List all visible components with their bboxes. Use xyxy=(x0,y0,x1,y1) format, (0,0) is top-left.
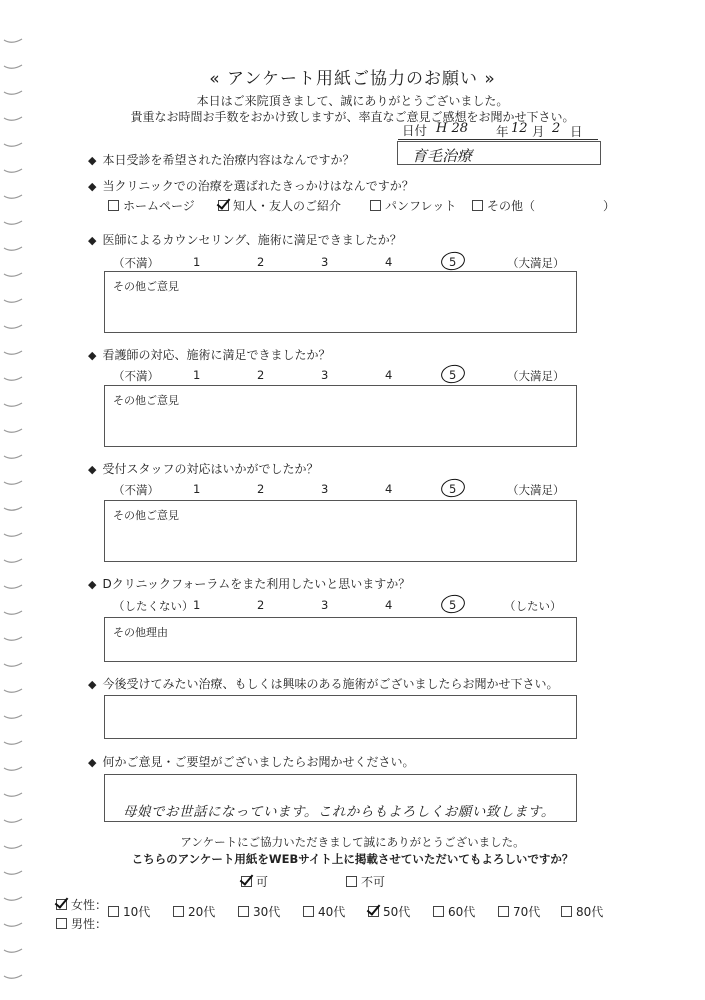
binder-hole-arc xyxy=(4,429,22,432)
q6-scale-1[interactable]: 1 xyxy=(193,598,201,612)
age-60s-option[interactable] xyxy=(433,903,475,920)
binder-hole-arc xyxy=(4,325,22,328)
binder-hole-arc xyxy=(4,455,22,458)
q3-scale-4[interactable]: 4 xyxy=(385,255,393,269)
q4-scale-5[interactable]: 5 xyxy=(449,368,457,382)
q4-question xyxy=(88,346,330,363)
q4-scale-1[interactable]: 1 xyxy=(193,368,201,382)
q5-scale-4[interactable]: 4 xyxy=(385,482,393,496)
gender-male-option[interactable] xyxy=(56,915,107,932)
binder-hole-arc xyxy=(4,767,22,770)
checked-checkbox-icon[interactable] xyxy=(368,906,379,917)
bullet-icon: ◆ xyxy=(88,234,97,247)
bullet-icon: ◆ xyxy=(88,578,97,591)
binder-hole-arc xyxy=(4,611,22,614)
binder-hole-arc xyxy=(4,351,22,354)
intro-line-2: 貴重なお時間お手数をおかけ致しますが、率直なご意見ご感想をお聞かせ下さい。 xyxy=(130,110,575,124)
age-10s-option[interactable] xyxy=(108,903,150,920)
binder-hole-arc xyxy=(4,741,22,744)
bullet-icon: ◆ xyxy=(88,349,97,362)
q2-option-referral[interactable] xyxy=(218,197,341,214)
q5-scale-1[interactable]: 1 xyxy=(193,482,201,496)
age-label: 60代 xyxy=(448,905,476,919)
age-40s-option[interactable] xyxy=(303,903,345,920)
binder-hole-arc xyxy=(4,299,22,302)
q6-selected-circle-icon xyxy=(439,593,466,616)
binder-hole-arc xyxy=(4,663,22,666)
checked-checkbox-icon[interactable] xyxy=(56,899,67,910)
q2-option-other[interactable] xyxy=(472,197,535,214)
binder-hole-arc xyxy=(4,637,22,640)
q5-question-text: 受付スタッフの対応はいかがでしたか？ xyxy=(102,462,319,476)
q5-low-label: （不満） xyxy=(113,483,159,497)
checkbox-icon[interactable] xyxy=(238,906,249,917)
age-70s-option[interactable] xyxy=(498,903,540,920)
binder-hole-arc xyxy=(4,689,22,692)
q7-question xyxy=(88,675,558,692)
gender-female-option[interactable] xyxy=(56,896,107,913)
q1-question-text: 本日受診を希望された治療内容はなんですか？ xyxy=(102,153,355,167)
permission-no-label: 不可 xyxy=(361,875,386,889)
binder-hole-arc xyxy=(4,897,22,900)
q5-selected-circle-icon xyxy=(439,477,466,500)
q6-comment-label: その他理由 xyxy=(113,626,168,639)
binder-hole-arc xyxy=(4,871,22,874)
q8-answer-text: 母娘でお世話になっています。これからもよろしくお願い致します。 xyxy=(123,804,555,820)
q5-comment-label: その他ご意見 xyxy=(113,509,179,522)
binder-hole-arc xyxy=(4,949,22,952)
binder-hole-arc xyxy=(4,585,22,588)
bullet-icon: ◆ xyxy=(88,154,97,167)
age-label: 80代 xyxy=(576,905,604,919)
q8-answer-box[interactable] xyxy=(104,774,577,822)
checkbox-icon[interactable] xyxy=(303,906,314,917)
checked-checkbox-icon[interactable] xyxy=(218,200,229,211)
q4-scale-3[interactable]: 3 xyxy=(321,368,329,382)
q4-low-label: （不満） xyxy=(113,369,159,383)
thanks-text: アンケートにご協力いただきまして誠にありがとうございました。 xyxy=(180,835,525,849)
q6-scale-3[interactable]: 3 xyxy=(321,598,329,612)
q6-scale-4[interactable]: 4 xyxy=(385,598,393,612)
q6-high-label: （したい） xyxy=(504,599,562,613)
checked-checkbox-icon[interactable] xyxy=(241,876,252,887)
q5-high-label: （大満足） xyxy=(507,483,565,497)
q3-high-label: （大満足） xyxy=(507,256,565,270)
q3-selected-circle-icon xyxy=(439,250,466,273)
bullet-icon: ◆ xyxy=(88,463,97,476)
q6-scale-2[interactable]: 2 xyxy=(257,598,265,612)
binder-hole-arc xyxy=(4,143,22,146)
q3-comment-box[interactable] xyxy=(104,271,577,333)
q4-selected-circle-icon xyxy=(439,363,466,386)
binder-hole-arc xyxy=(4,507,22,510)
checkbox-icon[interactable] xyxy=(561,906,572,917)
q3-low-label: （不満） xyxy=(113,256,159,270)
binder-hole-arc xyxy=(4,975,22,978)
date-era-value[interactable]: H 28 xyxy=(436,121,469,136)
q2-option-homepage[interactable] xyxy=(108,197,195,214)
permission-no-option[interactable] xyxy=(346,873,385,890)
age-label: 10代 xyxy=(123,905,151,919)
binder-holes-decoration xyxy=(0,0,30,1000)
q5-question xyxy=(88,460,318,477)
permission-yes-option[interactable] xyxy=(241,873,268,890)
checkbox-icon[interactable] xyxy=(108,200,119,211)
bullet-icon: ◆ xyxy=(88,180,97,193)
q3-scale-1[interactable]: 1 xyxy=(193,255,201,269)
q1-answer-box[interactable] xyxy=(397,141,601,165)
q4-comment-box[interactable] xyxy=(104,385,577,447)
q6-comment-box[interactable] xyxy=(104,617,577,662)
q6-question-text: Dクリニックフォーラムをまた利用したいと思いますか？ xyxy=(102,577,411,591)
q7-question-text: 今後受けてみたい治療、もしくは興味のある施術がございましたらお聞かせ下さい。 xyxy=(102,677,559,691)
binder-hole-arc xyxy=(4,195,22,198)
binder-hole-arc xyxy=(4,559,22,562)
age-label: 40代 xyxy=(318,905,346,919)
binder-hole-arc xyxy=(4,923,22,926)
q6-scale-5[interactable]: 5 xyxy=(449,598,457,612)
date-year-unit: 年 xyxy=(496,124,509,139)
intro-line-1: 本日はご来院頂きまして、誠にありがとうございました。 xyxy=(196,94,509,108)
q4-question-text: 看護師の対応、施術に満足できましたか？ xyxy=(102,348,331,362)
q3-scale-5[interactable]: 5 xyxy=(449,255,457,269)
age-80s-option[interactable] xyxy=(561,903,603,920)
q2-option-pamphlet[interactable] xyxy=(370,197,456,214)
binder-hole-arc xyxy=(4,715,22,718)
date-day-unit: 日 xyxy=(570,124,583,139)
date-month-unit: 月 xyxy=(532,124,545,139)
binder-hole-arc xyxy=(4,819,22,822)
q2-question xyxy=(88,177,414,194)
binder-hole-arc xyxy=(4,481,22,484)
age-20s-option[interactable] xyxy=(173,903,215,920)
q3-scale-2[interactable]: 2 xyxy=(257,255,265,269)
date-label: 日付 xyxy=(402,123,428,138)
age-label: 30代 xyxy=(253,905,281,919)
q3-scale-3[interactable]: 3 xyxy=(321,255,329,269)
binder-hole-arc xyxy=(4,39,22,42)
checkbox-icon[interactable] xyxy=(472,200,483,211)
q8-question-text: 何かご意見・ご要望がございましたらお聞かせください。 xyxy=(102,755,415,769)
age-30s-option[interactable] xyxy=(238,903,280,920)
checkbox-icon[interactable] xyxy=(370,200,381,211)
age-label: 20代 xyxy=(188,905,216,919)
q4-comment-label: その他ご意見 xyxy=(113,394,179,407)
date-month-value[interactable]: 12 xyxy=(511,121,528,136)
age-label: 70代 xyxy=(513,905,541,919)
checkbox-icon[interactable] xyxy=(346,876,357,887)
q5-scale-3[interactable]: 3 xyxy=(321,482,329,496)
checkbox-icon[interactable] xyxy=(56,918,67,929)
q2-question-text: 当クリニックでの治療を選ばれたきっかけはなんですか？ xyxy=(102,179,414,193)
q5-comment-box[interactable] xyxy=(104,500,577,562)
binder-hole-arc xyxy=(4,533,22,536)
binder-hole-arc xyxy=(4,403,22,406)
q4-scale-2[interactable]: 2 xyxy=(257,368,265,382)
q1-question xyxy=(88,151,354,168)
bullet-icon: ◆ xyxy=(88,678,97,691)
permission-yes-label: 可 xyxy=(256,875,269,889)
q5-scale-2[interactable]: 2 xyxy=(257,482,265,496)
q5-scale-5[interactable]: 5 xyxy=(449,482,457,496)
q8-question xyxy=(88,753,414,770)
checkbox-icon[interactable] xyxy=(173,906,184,917)
q6-low-label: （したくない） xyxy=(113,599,194,613)
binder-hole-arc xyxy=(4,247,22,250)
checkbox-icon[interactable] xyxy=(433,906,444,917)
survey-title: « アンケート用紙ご協力のお願い » xyxy=(209,69,496,89)
gender-female-label: 女性： xyxy=(71,898,108,912)
date-day-value[interactable]: 2 xyxy=(552,121,561,136)
checkbox-icon[interactable] xyxy=(498,906,509,917)
date-underline xyxy=(398,139,598,140)
binder-hole-arc xyxy=(4,793,22,796)
q2-option-label: 知人・友人のご紹介 xyxy=(233,199,342,213)
q4-high-label: （大満足） xyxy=(507,369,565,383)
q3-question xyxy=(88,231,402,248)
q3-comment-label: その他ご意見 xyxy=(113,280,179,293)
q7-answer-box[interactable] xyxy=(104,695,577,739)
binder-hole-arc xyxy=(4,273,22,276)
age-label: 50代 xyxy=(383,905,411,919)
q1-answer-text: 育毛治療 xyxy=(412,147,473,165)
q2-option-label: パンフレット xyxy=(385,199,457,213)
binder-hole-arc xyxy=(4,169,22,172)
permission-question: こちらのアンケート用紙をWEBサイト上に掲載させていただいてもよろしいですか？ xyxy=(131,852,574,866)
q2-option-label: その他（ xyxy=(487,199,536,213)
q4-scale-4[interactable]: 4 xyxy=(385,368,393,382)
q6-question xyxy=(88,575,410,592)
gender-male-label: 男性： xyxy=(71,917,108,931)
binder-hole-arc xyxy=(4,221,22,224)
binder-hole-arc xyxy=(4,377,22,380)
age-50s-option[interactable] xyxy=(368,903,410,920)
q3-question-text: 医師によるカウンセリング、施術に満足できましたか？ xyxy=(102,233,402,247)
q2-other-close: ） xyxy=(603,199,616,213)
q2-option-label: ホームページ xyxy=(123,199,195,213)
checkbox-icon[interactable] xyxy=(108,906,119,917)
bullet-icon: ◆ xyxy=(88,756,97,769)
